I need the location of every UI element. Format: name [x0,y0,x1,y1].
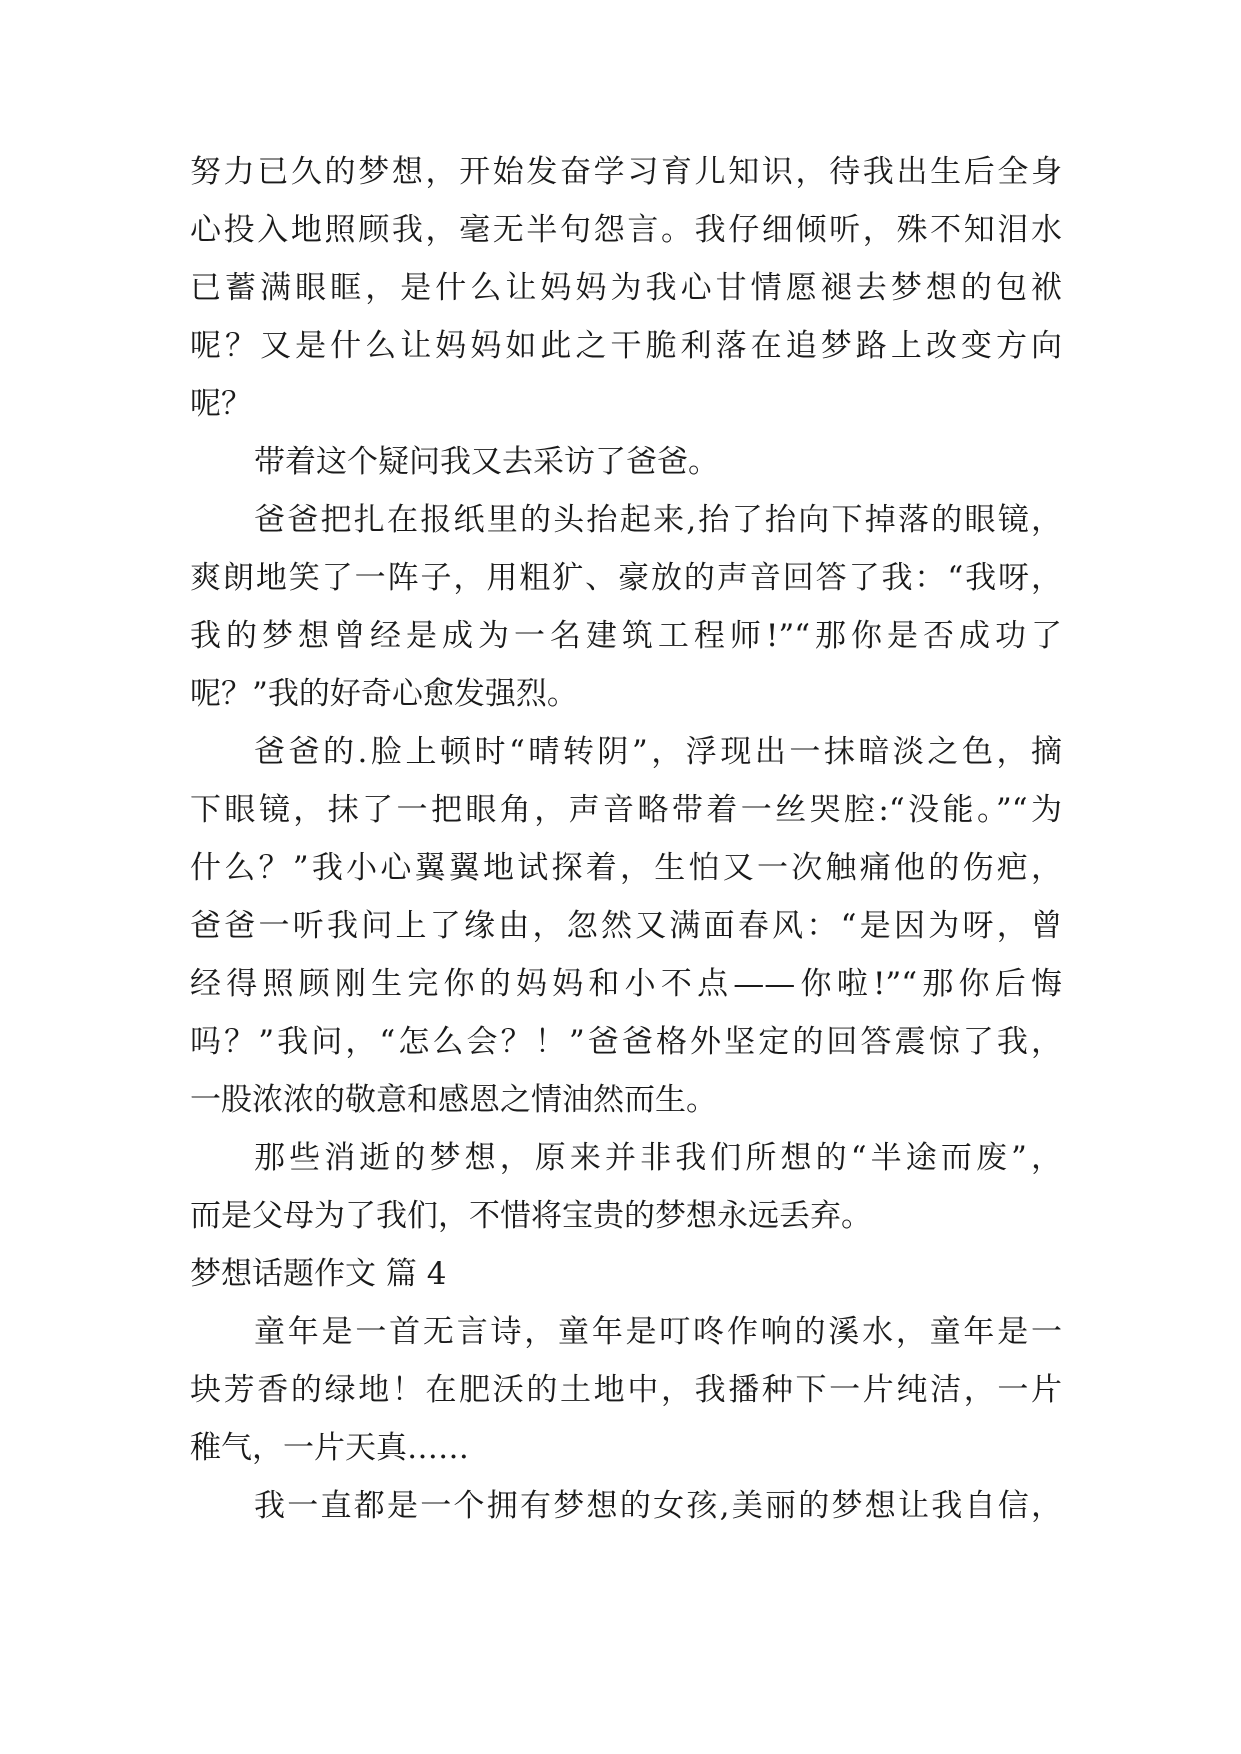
paragraph-line: 稚气，一片天真…… [190,1430,469,1466]
paragraph-line: 经得照顾刚生完你的妈妈和小不点——你啦!”“那你后悔 [190,966,1062,1002]
paragraph-line: 下眼镜，抹了一把眼角，声音略带着一丝哭腔:“没能。”“为 [190,792,1062,828]
paragraph-line: 呢？”我的好奇心愈发强烈。 [190,676,578,712]
paragraph-line: 爽朗地笑了一阵子，用粗犷、豪放的声音回答了我：“我呀， [190,560,1062,596]
paragraph-line: 那些消逝的梦想，原来并非我们所想的“半途而废”， [254,1140,1062,1176]
paragraph-line: 心投入地照顾我，毫无半句怨言。我仔细倾听，殊不知泪水 [190,212,1062,248]
paragraph-line: 爸爸的.脸上顿时“晴转阴”，浮现出一抹暗淡之色，摘 [254,734,1062,770]
paragraph-line: 吗？”我问，“怎么会？！”爸爸格外坚定的回答震惊了我， [190,1024,1062,1060]
paragraph-line: 块芳香的绿地！在肥沃的土地中，我播种下一片纯洁，一片 [190,1372,1062,1408]
paragraph-line: 我一直都是一个拥有梦想的女孩,美丽的梦想让我自信， [254,1488,1062,1524]
paragraph-line: 爸爸一听我问上了缘由，忽然又满面春风：“是因为呀，曾 [190,908,1062,944]
paragraph-line: 什么？”我小心翼翼地试探着，生怕又一次触痛他的伤疤， [190,850,1062,886]
paragraph-line: 我的梦想曾经是成为一名建筑工程师!”“那你是否成功了 [190,618,1062,654]
paragraph-line: 带着这个疑问我又去采访了爸爸。 [254,444,719,480]
paragraph-line: 而是父母为了我们，不惜将宝贵的梦想永远丢弃。 [190,1198,872,1234]
paragraph-line: 呢？又是什么让妈妈如此之干脆利落在追梦路上改变方向 [190,328,1062,364]
paragraph-line: 童年是一首无言诗，童年是叮咚作响的溪水，童年是一 [254,1314,1062,1350]
paragraph-line: 一股浓浓的敬意和感恩之情油然而生。 [190,1082,717,1118]
section-heading: 梦想话题作文 篇 4 [190,1256,447,1292]
paragraph-line: 呢？ [190,386,252,422]
paragraph-line: 爸爸把扎在报纸里的头抬起来,抬了抬向下掉落的眼镜， [254,502,1062,538]
paragraph-line: 已蓄满眼眶，是什么让妈妈为我心甘情愿褪去梦想的包袱 [190,270,1062,306]
paragraph-line: 努力已久的梦想，开始发奋学习育儿知识，待我出生后全身 [190,154,1062,190]
